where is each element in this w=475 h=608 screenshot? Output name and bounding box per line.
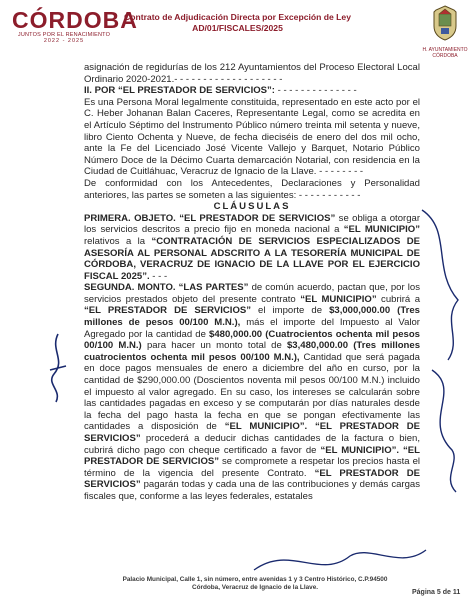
city-crest	[420, 4, 470, 59]
footer-address-line2: Córdoba, Veracruz de Ignacio de la Llave.	[191, 584, 319, 591]
paragraph	[84, 97, 420, 178]
text-span: De conformidad con los Antecedentes, Declaraciones y Personalidad anteriores, las partes se someten a las siguientes: - - - - - - - - - - -	[84, 177, 420, 201]
bold-span: “EL MUNICIPIO”.	[224, 421, 308, 433]
paragraph	[84, 178, 420, 201]
contract-title-line1: Contrato de Adjudicación Directa por Excepción de Ley	[124, 12, 351, 22]
page-footer	[90, 576, 420, 592]
paragraph	[84, 62, 420, 85]
right-margin-signatures	[412, 200, 472, 500]
bold-span: SEGUNDA. MONTO. “LAS PARTES”	[84, 282, 249, 294]
text-span: se obliga a otorgar los servicios descritos a precio fijo en moneda nacional a	[84, 212, 420, 236]
text-span: procederá a deducir dichas cantidades de la factura o bien, cubrirá dicho pago con cheque certificado a favor de	[84, 433, 420, 456]
contract-body	[84, 62, 420, 503]
text-span: Cantidad que será pagada en doce pagos mensuales de enero a diciembre del año en curso, por la cantidad de $290,000.00 (Doscientos noventa mil pesos 00/100 M.N.) incluido el impuesto al valor agregado. En su caso, los intereses se calcularán sobre las cantidades pagadas en exceso y se computarán por días naturales desde la fecha del pago hasta la fecha en que se pongan efectivamente las cantidades a disposición de	[84, 351, 420, 433]
page-number: Página 5 de 11	[412, 589, 461, 596]
logo-wordmark: CÓRDOBA	[12, 7, 138, 33]
text-span: - - - - - - - - - - - - - -	[274, 85, 357, 97]
crest-icon	[430, 4, 460, 42]
text-span: para hacer un monto total de	[141, 340, 287, 352]
bold-span: “CONTRATACIÓN DE SERVICIOS ESPECIALIZADOS DE ASESORÍA AL PERSONAL ADSCRITO A LA TESORERÍA MUNICIPAL DE CÓRDOBA, VERACRUZ DE IGNACIO DE LA LLAVE POR EL EJERCICIO FISCAL 2025”.	[84, 235, 421, 282]
bold-span: PRIMERA. OBJETO. “EL PRESTADOR DE SERVICIOS”	[84, 212, 336, 224]
text-span: cubrirá a	[376, 293, 421, 305]
text-span: asignación de regidurías de los 212 Ayuntamientos del Proceso Electoral Local Ordinario 2020-2021.- - - - - - - - - - - - - - - - - - -	[84, 62, 420, 85]
left-margin-signature	[40, 330, 76, 410]
contract-title	[120, 12, 355, 34]
crest-caption: H. AYUNTAMIENTO CÓRDOBA	[422, 47, 468, 59]
text-span: Es una Persona Moral legalmente constituida, representado en este acto por el C. Heber Johanan Balan Caceres, Representante Legal, como se acredita en el Artículo Séptimo del Instrumento Público número treinta mil setenta y nueve, libro Ciento Ochenta y Nueve, de fecha dieciséis de enero del dos mil ocho, ante la Fe del Licenciado José Vicente Vallejo y Barquet, Notario Público Número Doce de la Décimo Cuarta demarcación Notarial, con residencia en la Ciudad de Cuitláhuac, Veracruz de Ignacio de la Llave. - - - - - - - -	[84, 96, 420, 178]
bold-span: II. POR “EL PRESTADOR DE SERVICIOS”:	[84, 85, 275, 97]
bold-span: “EL PRESTADOR DE SERVICIOS”	[84, 467, 420, 491]
logo-tagline: JUNTOS POR EL RENACIMIENTO	[17, 32, 111, 38]
bold-span: “EL MUNICIPIO”	[343, 224, 420, 236]
bold-span: “EL PRESTADOR DE SERVICIOS”	[84, 421, 421, 444]
bold-span: $3,480,000.00 (Tres millones cuatrocientos ochenta mil pesos 00/100 M.N.),	[84, 340, 421, 363]
page-header	[0, 0, 475, 60]
clause-second	[84, 282, 420, 502]
text-span: pagarán todas y cada una de las contribuciones y demás cargas fiscales que, conforme a las leyes federales, estatales	[84, 479, 420, 502]
cordoba-logo	[12, 7, 138, 44]
text-span: más el importe del Impuesto al Valor Agregado por la cantidad de	[84, 317, 420, 340]
text-span	[307, 421, 315, 432]
section-heading	[84, 85, 420, 97]
text-span: relativos a la	[84, 235, 152, 247]
contract-reference: AD/01/FISCALES/2025	[192, 23, 283, 33]
bold-span: $480,000.00 (Cuatrocientos ochenta mil pesos 00/100 M.N.)	[84, 328, 420, 352]
clauses-heading: CLÁUSULAS	[213, 201, 291, 213]
text-span: - - -	[149, 270, 168, 282]
footer-address-line1: Palacio Municipal, Calle 1, sin número, entre avenidas 1 y 3 Centro Histórico, C.P.94500	[122, 576, 388, 583]
bold-span: “EL PRESTADOR DE SERVICIOS”	[84, 305, 252, 317]
bold-span: $3,000,000.00 (Tres millones de pesos 00/100 M.N.),	[84, 305, 420, 329]
text-span: de común acuerdo, pactan que, por los servicios prestados objeto del presente contrato	[84, 282, 420, 305]
text-span: se compromete a respetar los precios hasta el término de la vigencia del presente Contrato.	[84, 456, 421, 479]
bold-span: “EL MUNICIPIO”	[300, 293, 377, 305]
clause-first	[84, 213, 420, 283]
bold-span: “EL MUNICIPIO”. “EL PRESTADOR DE SERVICIOS”	[84, 444, 420, 468]
logo-years: 2022 - 2025	[43, 38, 85, 44]
text-span: el importe de	[251, 305, 330, 317]
